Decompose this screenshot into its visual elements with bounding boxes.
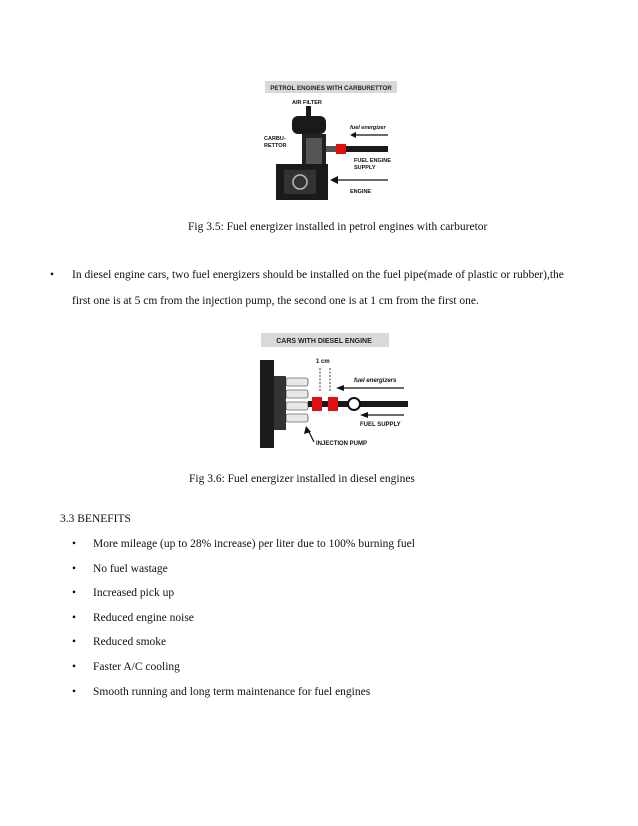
benefits-list (72, 532, 415, 704)
section-heading-benefits: 3.3 BENEFITS (60, 513, 131, 525)
figure-petrol-carburettor (262, 78, 402, 206)
label-fuel-energizer: fuel energizer (350, 125, 386, 131)
bullet-icon: • (72, 685, 77, 698)
list-item: • More mileage (up to 28% increase) per liter due to 100% burning fuel (72, 532, 415, 557)
bullet-icon: • (72, 611, 77, 624)
list-item: • Increased pick up (72, 581, 415, 606)
bullet-diesel-instructions (50, 262, 572, 314)
figure-banner: CARS WITH DIESEL ENGINE (276, 338, 372, 345)
list-item: • Faster A/C cooling (72, 655, 415, 680)
list-item: • Smooth running and long term maintenance for fuel engines (72, 680, 415, 705)
label-carburettor-line2: RETTOR (264, 143, 287, 149)
figure-banner: PETROL ENGINES WITH CARBURETTOR (270, 85, 392, 92)
bullet-icon: • (72, 562, 77, 575)
bullet-icon: • (72, 636, 77, 649)
figure-caption-3-6: Fig 3.6: Fuel energizer installed in diesel engines (189, 473, 415, 485)
label-injection-pump: INJECTION PUMP (316, 441, 368, 447)
figure-diesel-engine (256, 330, 412, 454)
bullet-text: In diesel engine cars, two fuel energizers should be installed on the fuel pipe(made of plastic or rubber),the first one is at 5 cm from the injection pump, the second one is at 1 cm from the first one. (72, 269, 564, 307)
label-engine: ENGINE (350, 189, 372, 195)
list-item: • No fuel wastage (72, 557, 415, 582)
bullet-icon: • (50, 269, 55, 281)
label-fuel-engine-supply-line1: FUEL ENGINE (354, 158, 391, 164)
bullet-icon: • (72, 538, 77, 550)
bullet-icon: • (72, 660, 77, 673)
label-fuel-energizers: fuel energizers (354, 378, 397, 384)
label-1cm: 1 cm (316, 359, 330, 365)
list-item: • Reduced engine noise (72, 606, 415, 631)
figure-caption-3-5: Fig 3.5: Fuel energizer installed in petrol engines with carburetor (188, 221, 488, 233)
label-fuel-engine-supply-line2: SUPPLY (354, 165, 376, 171)
label-carburettor-line1: CARBU- (264, 136, 286, 142)
label-air-filter: AIR FILTER (292, 100, 322, 106)
list-item: • Reduced smoke (72, 630, 415, 655)
bullet-icon: • (72, 587, 77, 600)
label-fuel-supply: FUEL SUPPLY (360, 422, 401, 428)
